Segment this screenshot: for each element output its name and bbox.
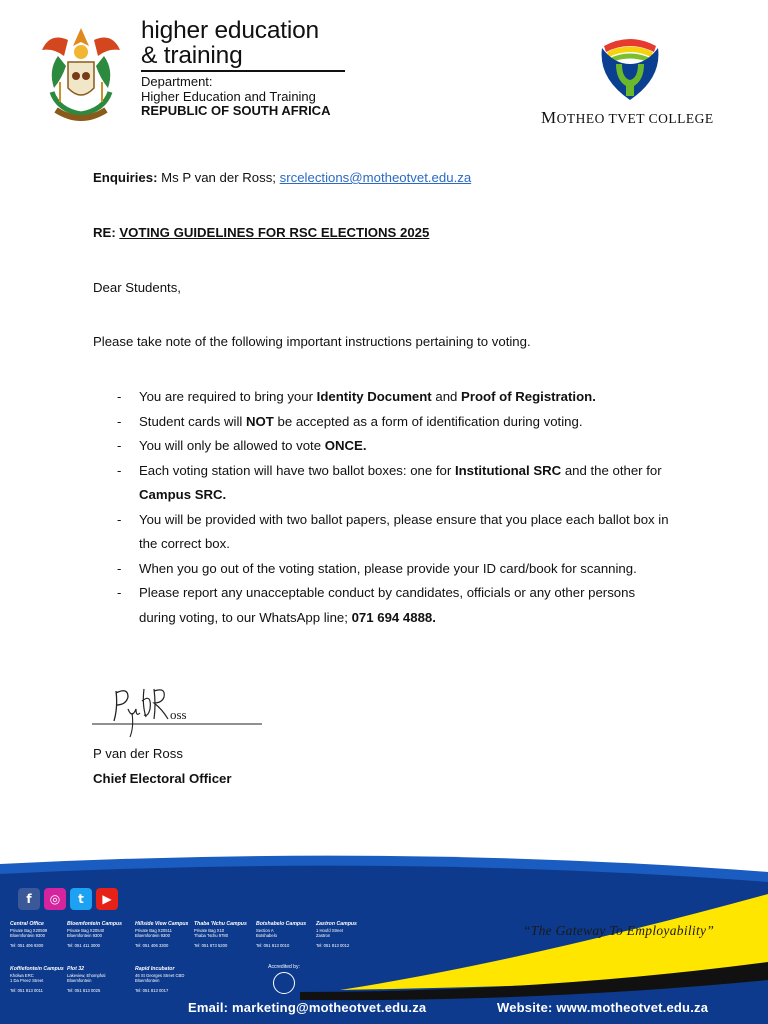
dept-line1: Department: [141,74,213,89]
dept-line2: Higher Education and Training [141,88,316,104]
campus-thaba-nchu: Thaba 'Nchu Campus Private Bag X10 Thaba 'Nchu 9780 Tel: 051 873 5200 [194,921,247,948]
campus-koffiefontein: Koffiefontein Campus Kholwa ERC 1 Da Preez Street Tel: 051 813 0011 [10,966,64,993]
list-item: - Please report any unacceptable conduct by candidates, officials or any other persons during voting, to our WhatsApp line; 071 694 4888. [93,581,673,630]
signatory-name: P van der Ross [93,746,183,761]
enquiries-line [93,170,471,185]
enquiries-label: Enquiries: [93,170,158,185]
list-item: - You will only be allowed to vote ONCE. [93,434,673,459]
campus-botshabelo: Botshabelo Campus Section A Botshabelo Tel: 051 813 0010 [256,921,307,948]
campus-bloemfontein: Bloemfontein Campus Private Bag X20540 Bloemfontein 9300 Tel: 051 411 3000 [67,921,123,948]
college-name-initial: M [541,108,557,127]
footer-banner [0,850,768,1024]
list-item: - You are required to bring your Identity Document and Proof of Registration. [93,385,673,410]
college-name [541,108,714,128]
college-tagline: “The Gateway To Employability” [523,923,715,938]
college-name-part2: TVET C [608,111,659,126]
college-name-part1: OTHEO [556,111,609,126]
dhet-title-line2: & training [141,42,243,69]
dept-line3: REPUBLIC OF SOUTH AFRICA [141,103,331,118]
facebook-icon[interactable]: f [18,888,40,910]
campus-rapid-incubator: Rapid Incubator 46 St Georges Street CBD Bloemfontein Tel: 051 813 0017 [135,966,185,993]
twitter-icon[interactable]: t [70,888,92,910]
enquiries-email-link[interactable]: srcelections@motheotvet.edu.za [279,170,472,185]
list-item: - Each voting station will have two ballot boxes: one for Institutional SRC and the other for Campus SRC. [93,459,673,508]
subject-line [93,225,429,240]
accreditation-seal-icon [273,972,295,994]
dhet-divider [141,70,345,72]
intro-paragraph: Please take note of the following important instructions pertaining to voting. [93,334,531,349]
list-item: - Student cards will NOT be accepted as a form of identification during voting. [93,410,673,435]
campus-hillside-view: Hillside View Campus Private Bag X20511 Bloemfontein 9300 Tel: 051 406 3300 [135,921,189,948]
list-item: - You will be provided with two ballot papers, please ensure that you place each ballot box in the correct box. [93,508,673,557]
subject-title: VOTING GUIDELINES FOR RSC ELECTIONS 2025 [119,225,430,240]
dhet-department-block [141,75,330,119]
greeting: Dear Students, [93,280,181,295]
dhet-title-line1: higher education [141,17,319,44]
college-name-part3: OLLEGE [658,111,714,126]
youtube-icon[interactable]: ▶ [96,888,118,910]
coat-of-arms-logo [38,22,124,128]
motheo-college-logo [598,34,662,106]
svg-text:oss: oss [170,707,187,722]
handwritten-signature [92,683,264,739]
campus-central-office: Central Office Private Bag X20509 Bloemfontein 9300 Tel: 051 406 9300 [10,921,48,948]
footer-email[interactable]: Email: marketing@motheotvet.edu.za [188,1000,427,1015]
social-links [18,888,118,910]
voting-instructions-list [93,385,673,630]
footer-website[interactable]: Website: www.motheotvet.edu.za [497,1000,709,1015]
subject-prefix: RE: [93,225,120,240]
signatory-title: Chief Electoral Officer [93,771,232,786]
enquiries-name: Ms P van der Ross; [157,170,280,185]
list-item: - When you go out of the voting station, please provide your ID card/book for scanning. [93,557,673,582]
instagram-icon[interactable]: ◎ [44,888,66,910]
accredited-label: Accredited by: [268,964,300,970]
campus-zastron: Zastron Campus 1 Hoofd Street Zastron Tel: 051 813 0012 [316,921,357,948]
accreditation-badge [256,964,312,994]
campus-plot-32: Plot 32 Lakeview, Ehompfuti Bloemfontein Tel: 051 813 0025 [67,966,106,993]
dhet-title [141,18,319,68]
